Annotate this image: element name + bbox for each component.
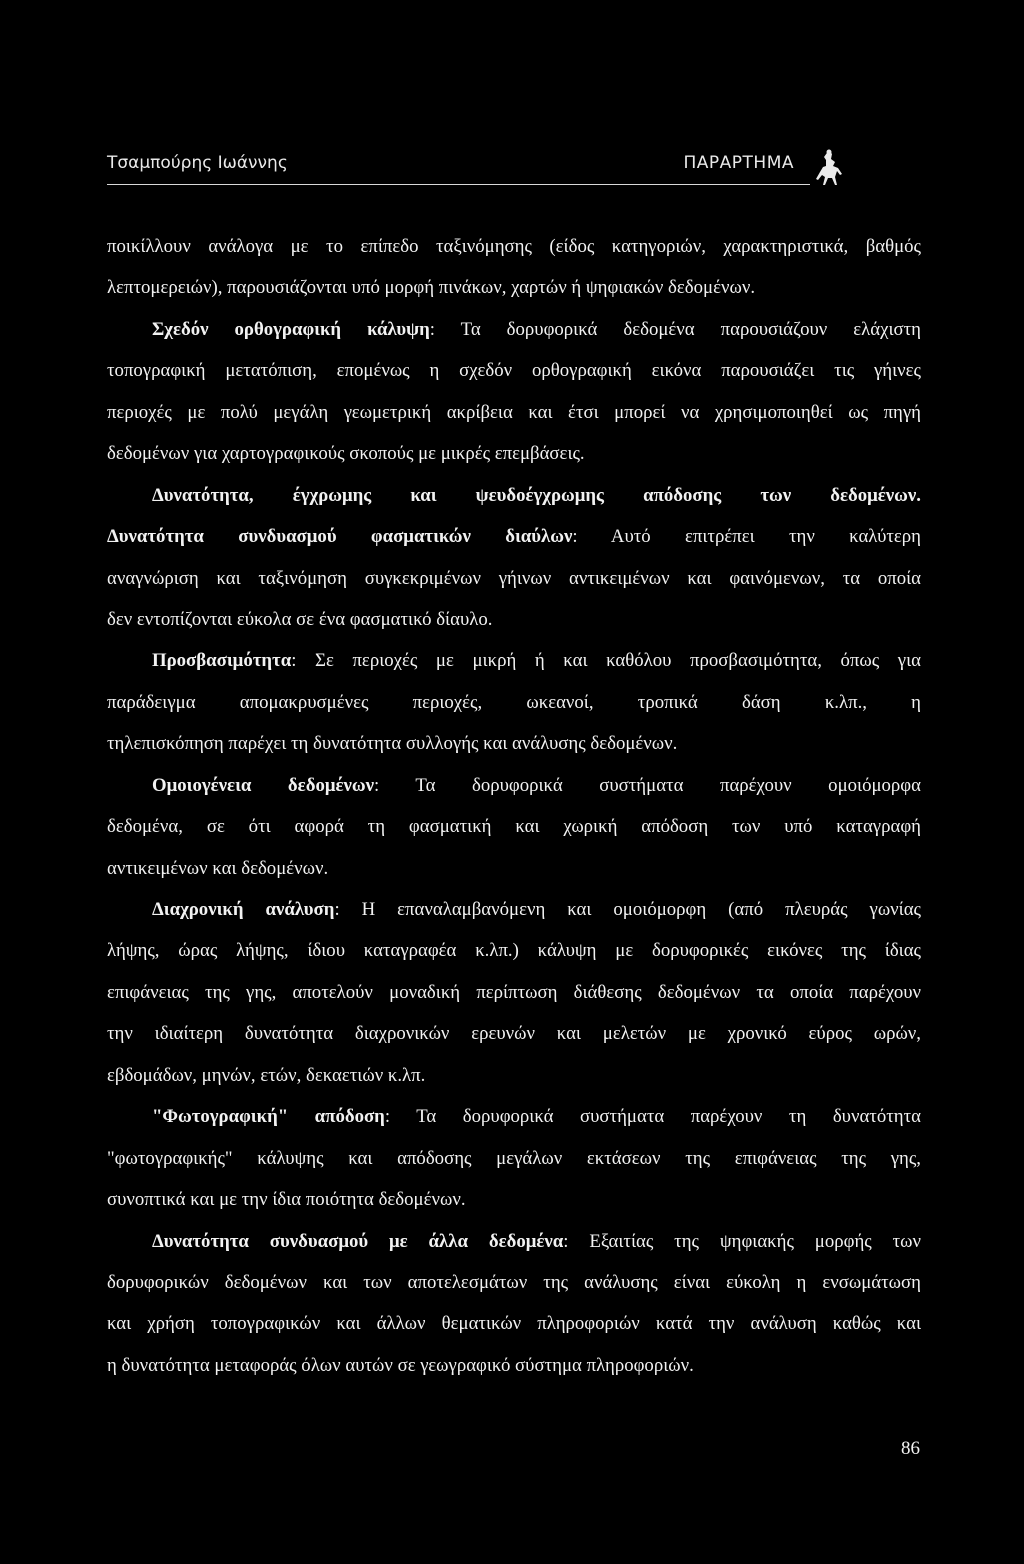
term-line [107, 475, 921, 516]
text-line [107, 1345, 921, 1386]
term: Διαχρονική ανάλυση [152, 899, 335, 920]
text: επιφάνειας της γης, αποτελούν μοναδική περίπτωση διάθεσης δεδομένων τα οποία παρέχουν [107, 981, 921, 1003]
text-line [107, 226, 921, 267]
text: εβδομάδων, μηνών, ετών, δεκαετιών κ.λπ. [107, 1064, 426, 1086]
text-line [107, 1138, 921, 1179]
page-number: 86 [901, 1438, 920, 1459]
text: αντικειμένων και δεδομένων. [107, 857, 329, 879]
term: Δυνατότητα συνδυασμού με άλλα δεδομένα [152, 1230, 564, 1252]
text-line [107, 1262, 921, 1303]
text-line [107, 599, 921, 640]
term-line [107, 1221, 921, 1262]
term-line [107, 640, 921, 681]
text-line [107, 806, 921, 847]
text-line [107, 682, 921, 723]
text: λεπτομερειών), παρουσιάζονται υπό μορφή πινάκων, χαρτών ή ψηφιακών δεδομένων. [107, 277, 756, 299]
text: δεδομένων για χαρτογραφικούς σκοπούς με μικρές επεμβάσεις. [107, 443, 585, 465]
text: : Αυτό επιτρέπει την καλύτερη [572, 526, 921, 548]
text-line [107, 1055, 921, 1096]
text: παράδειγμα απομακρυσμένες περιοχές, ωκεανοί, τροπικά δάση κ.λπ., η [107, 691, 921, 713]
term: Ομοιογένεια δεδομένων [152, 774, 375, 796]
text-line [107, 267, 921, 308]
text-line [107, 1013, 921, 1054]
text: συνοπτικά και με την ίδια ποιότητα δεδομένων. [107, 1189, 466, 1211]
text: δεδομένα, σε ότι αφορά τη φασματική και χωρική απόδοση των υπό καταγραφή [107, 816, 921, 838]
text-line [107, 350, 921, 391]
text: : Σε περιοχές με μικρή ή και καθόλου προσβασιμότητα, όπως για [291, 650, 921, 672]
text: και χρήση τοπογραφικών και άλλων θεματικών πληροφοριών κατά την ανάλυση καθώς και [107, 1313, 921, 1335]
term-line [107, 1096, 921, 1137]
text-line [107, 723, 921, 764]
text-line [107, 433, 921, 474]
term-line [107, 889, 921, 930]
text: "φωτογραφικής" κάλυψης και απόδοσης μεγάλων εκτάσεων της επιφάνειας της γης, [107, 1147, 921, 1169]
text: : Τα δορυφορικά συστήματα παρέχουν τη δυνατότητα [384, 1106, 921, 1128]
term: Σχεδόν ορθογραφική κάλυψη [152, 318, 430, 340]
text: δεν εντοπίζονται εύκολα σε ένα φασματικό δίαυλο. [107, 608, 493, 630]
text: η δυνατότητα μεταφοράς όλων αυτών σε γεωγραφικό σύστημα πληροφοριών. [107, 1354, 694, 1376]
text-line [107, 972, 921, 1013]
term: Δυνατότητα, έγχρωμης και ψευδοέγχρωμης απόδοσης των δεδομένων. [152, 484, 921, 506]
text-line [107, 848, 921, 889]
text: : Τα δορυφορικά δεδομένα παρουσιάζουν ελάχιστη [429, 318, 921, 340]
page-header [107, 150, 810, 185]
text: : Τα δορυφορικά συστήματα παρέχουν ομοιόμορφα [374, 774, 921, 796]
text-line [107, 1179, 921, 1220]
horse-rider-logo-icon [812, 148, 846, 188]
term: Προσβασιμότητα [152, 650, 292, 672]
text: περιοχές με πολύ μεγάλη γεωμετρική ακρίβεια και έτσι μπορεί να χρησιμοποιηθεί ως πηγή [107, 401, 921, 423]
text-line [107, 930, 921, 971]
text: την ιδιαίτερη δυνατότητα διαχρονικών ερευνών και μελετών με χρονικό εύρος ωρών, [107, 1023, 921, 1045]
header-section-title: ΠΑΡΑΡΤΗΜΑ [683, 153, 794, 173]
text: δορυφορικών δεδομένων και των αποτελεσμάτων της ανάλυσης είναι εύκολη η ενσωμάτωση [107, 1271, 921, 1293]
term: Δυνατότητα συνδυασμού φασματικών διαύλων [107, 526, 573, 548]
body-text [107, 226, 921, 1386]
text-line [107, 392, 921, 433]
term-line [107, 516, 921, 557]
text: : Η επαναλαμβανόμενη και ομοιόμορφη (από πλευράς γωνίας [334, 899, 921, 920]
text: τοπογραφική μετατόπιση, επομένως η σχεδόν ορθογραφική εικόνα παρουσιάζει τις γήινες [107, 360, 921, 382]
header-author: Τσαμπούρης Ιωάννης [107, 153, 288, 173]
text: λήψης, ώρας λήψης, ίδιου καταγραφέα κ.λπ.) κάλυψη με δορυφορικές εικόνες της ίδιας [107, 940, 921, 962]
text: ποικίλλουν ανάλογα με το επίπεδο ταξινόμησης (είδος κατηγοριών, χαρακτηριστικά, βαθμός [107, 236, 921, 257]
text: : Εξαιτίας της ψηφιακής μορφής των [563, 1230, 921, 1252]
text-line [107, 1303, 921, 1344]
text-line [107, 558, 921, 599]
term: "Φωτογραφική" απόδοση [152, 1106, 385, 1128]
text: αναγνώριση και ταξινόμηση συγκεκριμένων γήινων αντικειμένων και φαινόμενων, τα οποία [107, 567, 921, 589]
text: τηλεπισκόπηση παρέχει τη δυνατότητα συλλογής και ανάλυσης δεδομένων. [107, 733, 678, 755]
term-line [107, 309, 921, 350]
term-line [107, 765, 921, 806]
